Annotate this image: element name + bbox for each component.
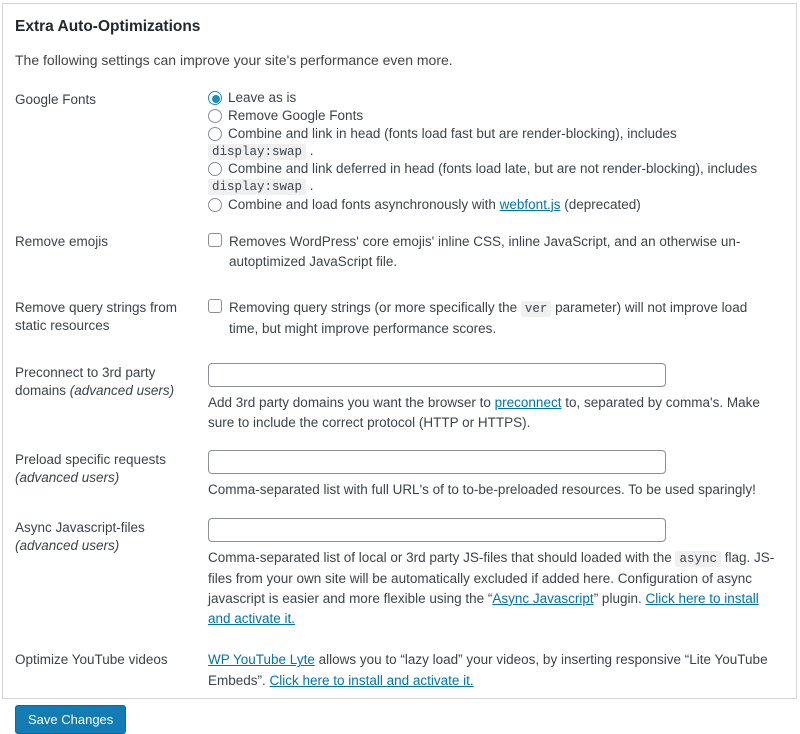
preconnect-description: Add 3rd party domains you want the browser to preconnect to, separated by comma's. Make sure to include the correct protocol (HTTP or HTTPS).	[208, 395, 760, 431]
radio-option-label: Leave as is	[228, 90, 297, 105]
row-optimize-youtube	[15, 650, 782, 691]
radio-icon[interactable]	[208, 162, 222, 176]
page-title: Extra Auto-Optimizations	[15, 18, 201, 35]
row-google-fonts	[15, 90, 782, 215]
inline-link[interactable]: Async Javascript	[492, 590, 594, 606]
preload-input[interactable]	[208, 450, 666, 474]
inline-link[interactable]: webfont.js	[499, 196, 561, 212]
inline-code: async	[675, 551, 721, 567]
radio-icon[interactable]	[208, 91, 222, 105]
preconnect-input[interactable]	[208, 363, 666, 387]
remove-query-strings-option[interactable]	[208, 298, 778, 339]
radio-icon[interactable]	[208, 198, 222, 212]
advanced-users-note: (advanced users)	[15, 538, 120, 554]
remove-query-strings-label: Remove query strings from static resources	[15, 300, 178, 334]
inline-code: display:swap	[208, 144, 306, 160]
radio-option-combine-link-deferred[interactable]	[208, 161, 778, 196]
optimize-youtube-label: Optimize YouTube videos	[15, 652, 168, 668]
settings-form	[15, 90, 782, 691]
settings-panel	[2, 3, 797, 727]
checkbox-icon[interactable]	[208, 233, 222, 247]
advanced-users-note: (advanced users)	[69, 383, 175, 399]
google-fonts-options	[208, 90, 782, 215]
radio-option-combine-link-head[interactable]	[208, 126, 778, 161]
row-remove-emojis	[15, 232, 782, 273]
preload-label: Preload specific requests (advanced users)	[15, 451, 166, 485]
inline-code: display:swap	[208, 179, 306, 195]
preload-description: Comma-separated list with full URL's of to to-be-preloaded resources. To be used sparingly!	[208, 481, 756, 497]
radio-option-remove-google-fonts[interactable]	[208, 108, 778, 125]
async-js-input[interactable]	[208, 518, 666, 542]
radio-option-label: Combine and link in head (fonts load fast but are render-blocking), includes display:swap .	[208, 126, 677, 158]
page-subtitle: The following settings can improve your site's performance even more.	[15, 52, 453, 68]
row-preload	[15, 450, 782, 500]
inline-code: ver	[521, 301, 552, 317]
remove-emojis-option[interactable]	[208, 232, 778, 273]
remove-emojis-label: Remove emojis	[15, 233, 109, 249]
inline-link[interactable]: WP YouTube Lyte	[208, 652, 315, 668]
radio-option-label: Combine and load fonts asynchronously with webfont.js (deprecated)	[228, 196, 641, 212]
row-preconnect	[15, 363, 782, 434]
checkbox-icon[interactable]	[208, 299, 222, 313]
radio-option-combine-async-webfont[interactable]	[208, 197, 778, 214]
radio-option-label: Combine and link deferred in head (fonts load late, but are not render-blocking), includes display:swap .	[208, 161, 757, 193]
row-async-js	[15, 518, 782, 630]
async-js-label: Async Javascript-files (advanced users)	[15, 519, 145, 554]
preconnect-label: Preconnect to 3rd party domains (advanced users)	[15, 365, 175, 399]
remove-emojis-description: Removes WordPress' core emojis' inline CSS, inline JavaScript, and an otherwise un-autoptimized JavaScript file.	[229, 233, 741, 269]
google-fonts-label: Google Fonts	[15, 92, 97, 107]
optimize-youtube-description: WP YouTube Lyte allows you to “lazy load” your videos, by inserting responsive “Lite YouTube Embeds”. Click here to install and activate it.	[208, 652, 768, 688]
radio-icon[interactable]	[208, 127, 222, 141]
inline-link[interactable]: Click here to install and activate it.	[269, 672, 474, 688]
radio-option-label: Remove Google Fonts	[228, 107, 364, 123]
remove-query-strings-description: Removing query strings (or more specifically the ver parameter) will not improve load time, but might improve performance scores.	[229, 300, 748, 336]
save-changes-button[interactable]: Save Changes	[15, 705, 126, 734]
inline-link[interactable]: Click here to install and activate it.	[208, 590, 759, 627]
radio-option-leave-as-is[interactable]	[208, 90, 778, 107]
inline-link[interactable]: preconnect	[494, 395, 562, 411]
advanced-users-note: (advanced users)	[15, 469, 120, 485]
radio-icon[interactable]	[208, 109, 222, 123]
async-js-description: Comma-separated list of local or 3rd party JS-files that should loaded with the async flag. JS-files from your own site will be automatically excluded if added here. Configuration of async javascript is easier and more flexible using the “Async Javascript” plugin. Click here to install and activate it.	[208, 549, 775, 627]
row-remove-query-strings	[15, 298, 782, 339]
